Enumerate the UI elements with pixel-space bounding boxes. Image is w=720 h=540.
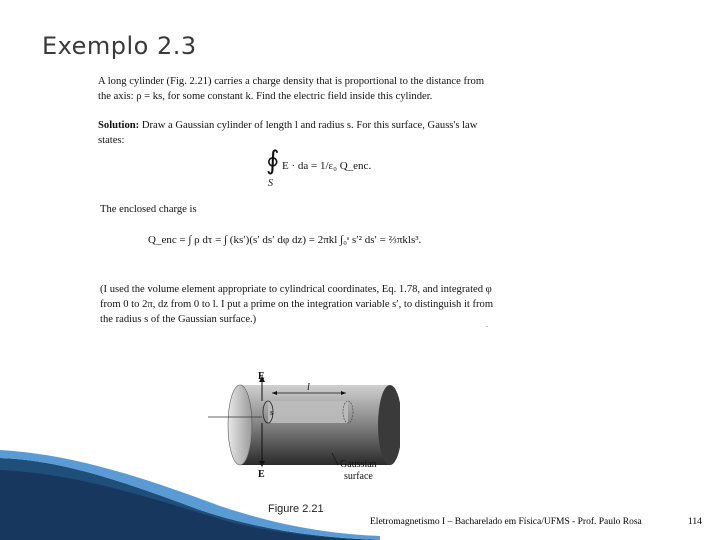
enclosed-charge-intro: The enclosed charge is: [100, 204, 197, 215]
gauss-rhs: 1/ε₀ Q_enc.: [319, 160, 372, 172]
enclosed-charge-equation: Q_enc = ∫ ρ dτ = ∫ (ks′)(s′ ds′ dφ dz) = 2πkl ∫₀ˢ s′² ds′ = ⅔πkls³.: [148, 234, 422, 246]
gauss-integrand: E · da =: [282, 160, 318, 172]
label-e-top: E: [258, 371, 265, 382]
page-number: 114: [688, 517, 702, 527]
explanation-line-1: (I used the volume element appropriate to cylindrical coordinates, Eq. 1.78, and integrated φ: [100, 284, 492, 295]
label-l: l: [307, 382, 310, 393]
explanation-line-3: the radius s of the Gaussian surface.): [100, 314, 257, 325]
gauss-law-body: [282, 160, 371, 172]
explanation-line-2: from 0 to 2π, dz from 0 to l. I put a prime on the integration variable s′, to distinguish it from: [100, 299, 494, 310]
surface-integral-sign: ∮: [266, 146, 280, 175]
problem-statement: [98, 74, 538, 148]
figure-caption: Figure 2.21: [268, 503, 324, 515]
label-gaussian: Gaussian: [340, 459, 377, 470]
problem-line-2: the axis: ρ = ks, for some constant k. Find the electric field inside this cylinder.: [98, 91, 433, 102]
solution-label: Solution:: [98, 120, 140, 131]
label-e-bottom: E: [258, 469, 265, 480]
solution-line-1: [98, 118, 538, 133]
footer-text: Eletromagnetismo I – Bacharelado em Física/UFMS - Prof. Paulo Rosa: [370, 517, 642, 527]
problem-line-1: A long cylinder (Fig. 2.21) carries a charge density that is proportional to the distance from: [98, 76, 485, 87]
gaussian-cylinder: [268, 401, 348, 423]
label-surface: surface: [344, 471, 373, 482]
decorative-wave: [0, 440, 380, 540]
slide-title: Exemplo 2.3: [42, 32, 197, 60]
surface-symbol: S: [268, 178, 273, 189]
solution-text-2: states:: [98, 135, 125, 146]
explanation-paragraph: [100, 282, 532, 327]
label-s: s: [270, 408, 274, 417]
solution-text-1: Draw a Gaussian cylinder of length l and radius s. For this surface, Gauss's law: [141, 120, 478, 131]
scan-artifact: .: [486, 320, 488, 329]
